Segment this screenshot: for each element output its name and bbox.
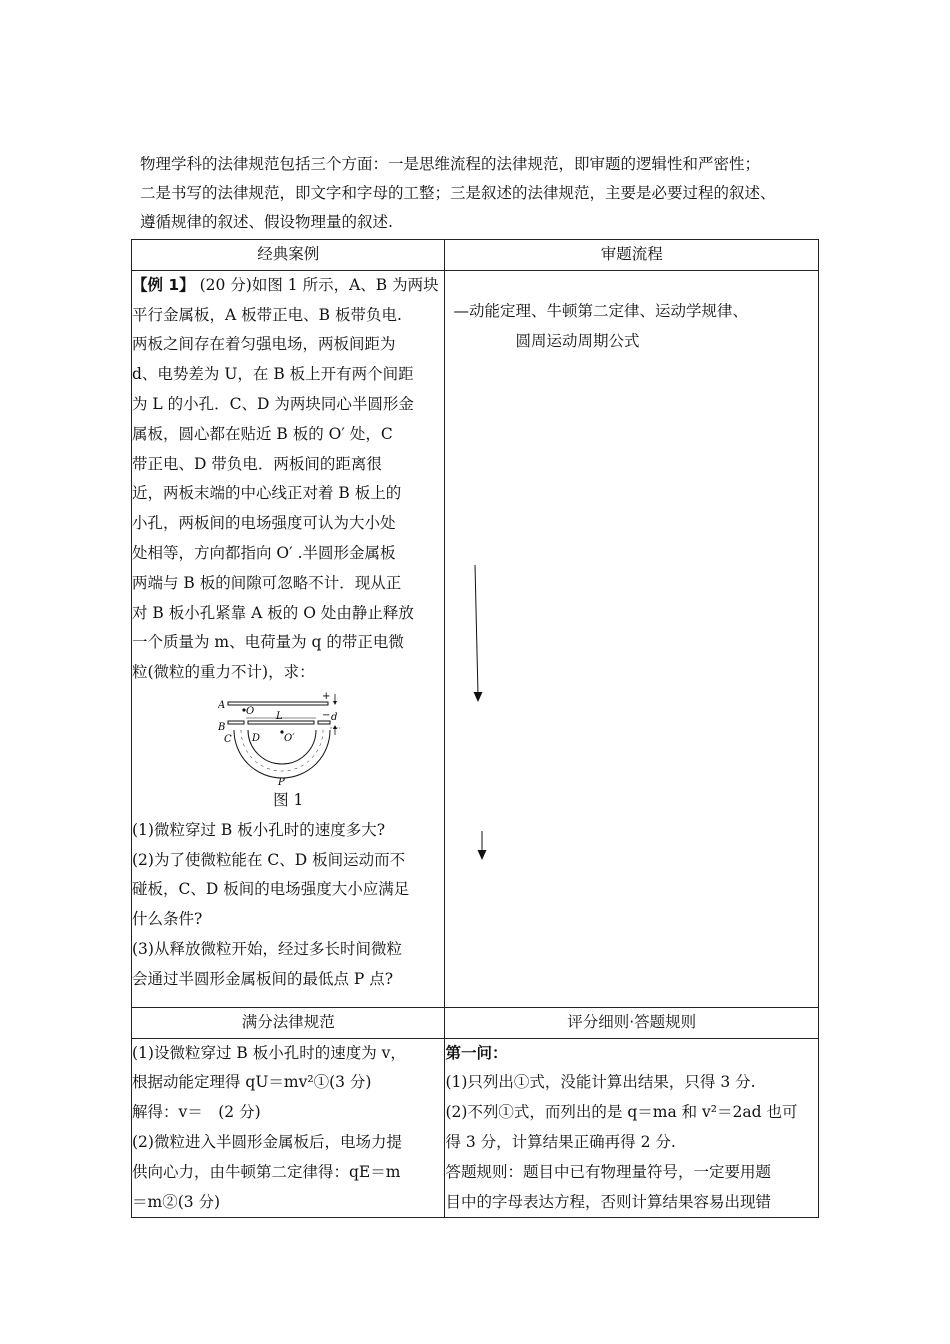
law-line: 根据动能定理得 qU＝mv²①(3 分) <box>132 1073 372 1092</box>
example-line: 对 B 板小孔紧靠 A 板的 O 处由静止释放 <box>132 603 414 622</box>
rule-line: 目中的字母表达方程，否则计算结果容易出现错 <box>445 1192 771 1211</box>
label-l: L <box>276 710 283 722</box>
header-scoring-rules: 评分细则·答题规则 <box>445 1007 819 1038</box>
example-line: 属板，圆心都在贴近 B 板的 O′ 处，C <box>132 424 393 443</box>
header-review-flow: 审题流程 <box>445 240 819 271</box>
law-line: (2)微粒进入半圆形金属板后，电场力提 <box>132 1132 402 1151</box>
label-d: d <box>331 711 338 723</box>
label-o-prime: O′ <box>284 732 295 744</box>
example-line-first: 【例 1】 (20 分)如图 1 所示，A、B 为两块 <box>132 275 439 294</box>
intro-paragraph <box>140 150 820 237</box>
d-arrowhead-top <box>333 701 337 705</box>
flow-arrows <box>455 561 495 881</box>
question-line: 碰板，C、D 板间的电场强度大小应满足 <box>132 880 410 899</box>
label-b: B <box>218 721 226 733</box>
label-p: P <box>278 776 285 786</box>
law-line: 解得：v＝ (2 分) <box>132 1103 261 1122</box>
flow-line-2: 圆周运动周期公式 <box>515 331 640 350</box>
label-o: O <box>246 705 255 717</box>
flow-arrow-line-1 <box>475 565 478 695</box>
intro-line: 物理学科的法律规范包括三个方面：一是思维流程的法律规范，即审题的逻辑性和严密性； <box>140 155 761 173</box>
rule-line: (1)只列出①式，没能计算出结果，只得 3 分. <box>445 1073 756 1092</box>
law-line: ＝m②(3 分) <box>132 1192 221 1211</box>
example-line: 小孔，两板间的电场强度可认为大小处 <box>132 514 396 533</box>
example-line: 一个质量为 m、电荷量为 q 的带正电微 <box>132 633 404 652</box>
law-cell <box>132 1038 445 1218</box>
example-line: 平行金属板，A 板带正电、B 板带负电. <box>132 305 402 324</box>
flow-line-1: —动能定理、牛顿第二定律、运动学规律、 <box>453 301 748 320</box>
label-a: A <box>218 699 226 711</box>
example-cell <box>132 270 445 1007</box>
example-line: 近，两板末端的中心线正对着 B 板上的 <box>132 484 402 503</box>
question-line: (1)微粒穿过 B 板小孔时的速度多大? <box>132 820 386 839</box>
plate-b-left <box>228 721 244 724</box>
plate-a <box>228 702 328 705</box>
intro-line: 遵循规律的叙述、假设物理量的叙述. <box>140 213 393 231</box>
d-arrowhead-bottom <box>333 725 337 729</box>
question-line: (3)从释放微粒开始，经过多长时间微粒 <box>132 939 402 958</box>
flow-cell <box>445 270 819 1007</box>
intro-line: 二是书写的法律规范，即文字和字母的工整；三是叙述的法律规范，主要是必要过程的叙述、 <box>140 184 776 202</box>
rule-line: (2)不列①式，而列出的是 q＝ma 和 v²＝2ad 也可 <box>445 1103 798 1122</box>
plate-b-right <box>318 721 330 724</box>
law-line: 供向心力，由牛顿第二定律得：qE＝m <box>132 1162 401 1181</box>
example-line: 两板之间存在着匀强电场，两板间距为 <box>132 335 396 354</box>
example-line: 粒(微粒的重力不计)，求： <box>132 663 315 682</box>
rule-title: 第一问： <box>445 1043 508 1062</box>
example-line: 两端与 B 板的间隙可忽略不计．现从正 <box>132 573 402 592</box>
label-d-plate: D <box>252 732 261 744</box>
figure-caption: 图 1 <box>273 790 304 809</box>
question-line: 什么条件? <box>132 910 203 929</box>
rule-cell <box>445 1038 819 1218</box>
label-c: C <box>224 733 232 745</box>
example-table <box>131 239 819 1218</box>
label-plus: + <box>322 690 331 702</box>
header-full-score: 满分法律规范 <box>132 1007 445 1038</box>
rule-line: 答题规则：题目中已有物理量符号，一定要用题 <box>445 1162 771 1181</box>
example-line: 为 L 的小孔．C、D 为两块同心半圆形金 <box>132 394 414 413</box>
header-classic-case: 经典案例 <box>132 240 445 271</box>
example-line: 带正电、D 带负电．两板间的距离很 <box>132 454 382 473</box>
label-minus: − <box>322 709 331 721</box>
question-line: 会通过半圆形金属板间的最低点 P 点? <box>132 969 394 988</box>
example-tag: 【例 1】 <box>132 275 195 294</box>
plates-diagram <box>218 690 358 786</box>
question-line: (2)为了使微粒能在 C、D 板间运动而不 <box>132 850 406 869</box>
law-line: (1)设微粒穿过 B 板小孔时的速度为 v， <box>132 1043 406 1062</box>
example-line: 处相等，方向都指向 O′ .半圆形金属板 <box>132 543 396 562</box>
flow-arrowhead-1 <box>474 692 483 702</box>
flow-arrowhead-2 <box>478 850 487 860</box>
rule-line: 得 3 分，计算结果正确再得 2 分. <box>445 1132 676 1151</box>
example-line: d、电势差为 U，在 B 板上开有两个间距 <box>132 365 414 384</box>
